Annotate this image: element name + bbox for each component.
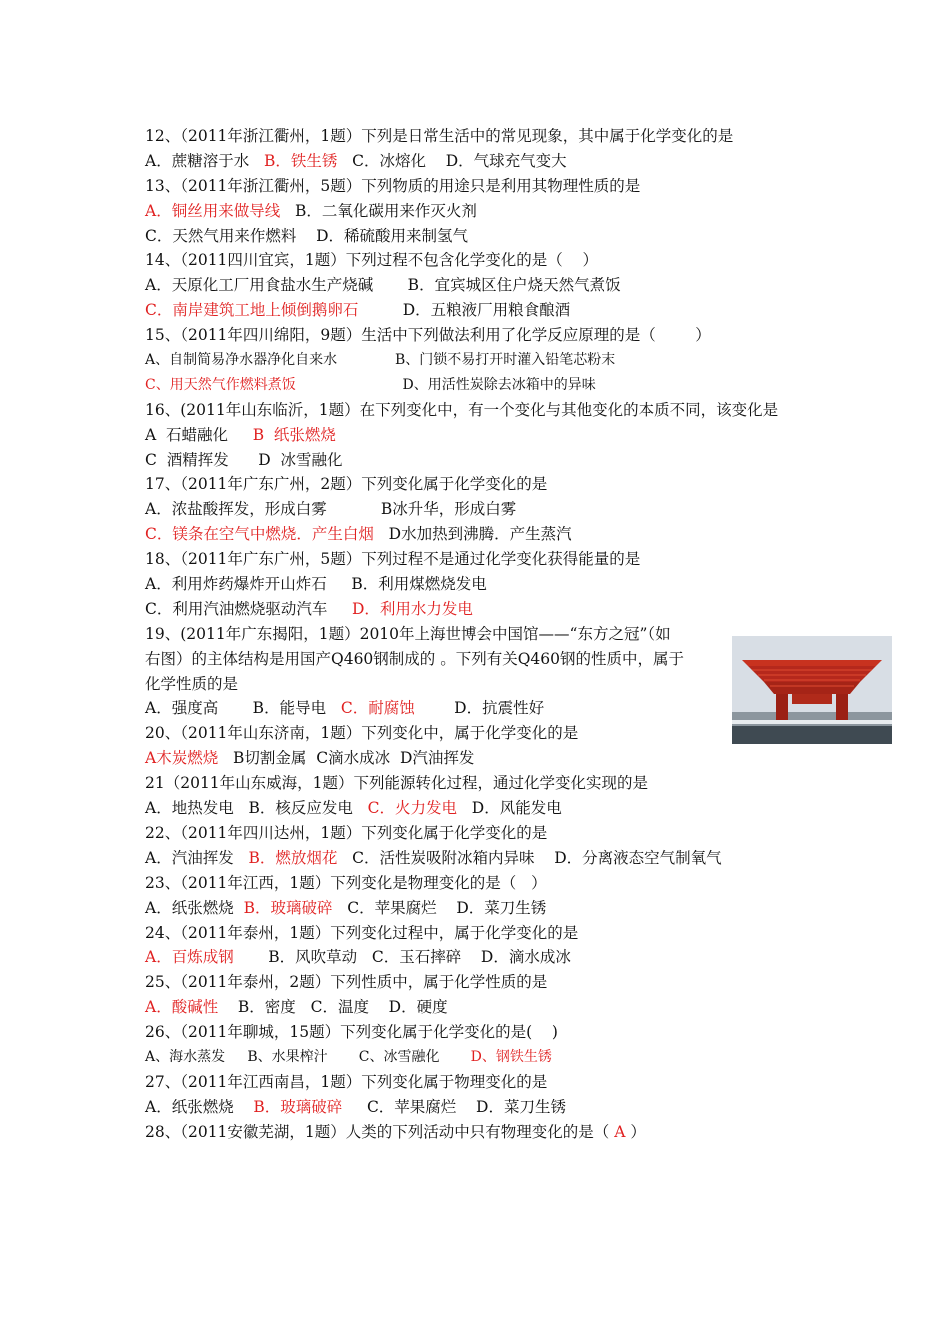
- question-9-line-0: [145, 771, 865, 796]
- question-4-line-0: [145, 398, 865, 423]
- question-text: ）: [625, 1122, 646, 1141]
- question-text: A、海水蒸发 B、水果榨汁 C、冰雪融化: [145, 1048, 471, 1065]
- question-3-line-1: [145, 348, 865, 373]
- answer-text: A: [614, 1122, 626, 1141]
- question-text: A．天原化工厂用食盐水生产烧碱 B．宜宾城区住户烧天然气煮饭: [145, 276, 621, 295]
- question-text: A 石蜡融化: [145, 425, 253, 444]
- question-11-line-1: [145, 896, 865, 921]
- question-text: B．密度 C．温度 D．硬度: [218, 998, 448, 1017]
- question-text: C．苹果腐烂 D．菜刀生锈: [332, 898, 547, 917]
- question-text: 20、（2011年山东济南，1题）下列变化中，属于化学变化的是: [145, 724, 579, 743]
- question-8-line-1: [145, 746, 865, 771]
- question-text: C．苹果腐烂 D．菜刀生锈: [342, 1097, 566, 1116]
- question-text: C．冰熔化 D．气球充气变大: [337, 151, 567, 170]
- question-11-line-0: [145, 871, 865, 896]
- question-text: 13、（2011年浙江衢州，5题）下列物质的用途只是利用其物理性质的是: [145, 176, 641, 195]
- question-5-line-0: [145, 472, 865, 497]
- question-2-line-0: [145, 248, 865, 273]
- question-text: 12、（2011年浙江衢州，1题）下列是日常生活中的常见现象，其中属于化学变化的是: [145, 127, 734, 145]
- question-4-line-2: [145, 448, 865, 473]
- question-text: 26、（2011年聊城，15题）下列变化属于化学变化的是( ): [145, 1023, 558, 1042]
- question-text: 18、（2011年广东广州，5题）下列过程不是通过化学变化获得能量的是: [145, 550, 641, 569]
- question-text: A．纸张燃烧: [145, 898, 244, 917]
- question-text: 化学性质的是: [145, 674, 239, 693]
- question-1-line-1: [145, 199, 865, 224]
- question-14-line-1: [145, 1045, 865, 1070]
- question-0-line-0: [145, 124, 865, 149]
- answer-text: B．燃放烟花: [248, 848, 338, 867]
- question-12-line-1: [145, 945, 865, 970]
- question-6-line-1: [145, 572, 865, 597]
- question-text: 14、（2011四川宜宾，1题）下列过程不包含化学变化的是（ ）: [145, 251, 598, 270]
- question-3-line-0: [145, 323, 865, 348]
- question-text: C 酒精挥发 D 冰雪融化: [145, 450, 343, 469]
- question-text: A．浓盐酸挥发，形成白雾 B冰升华，形成白雾: [145, 500, 517, 519]
- question-5-line-1: [145, 497, 865, 522]
- answer-text: B．玻璃破碎: [253, 1097, 343, 1116]
- china-pavilion-image: [732, 636, 892, 744]
- answer-text: C．南岸建筑工地上倾倒鹅卵石: [145, 301, 359, 320]
- question-text: 15、（2011年四川绵阳，9题）生活中下列做法利用了化学反应原理的是（ ）: [145, 326, 711, 345]
- question-text: 27、（2011年江西南昌，1题）下列变化属于物理变化的是: [145, 1072, 548, 1091]
- question-1-line-2: [145, 224, 865, 249]
- question-text: 28、（2011安徽芜湖，1题）人类的下列活动中只有物理变化的是（: [145, 1122, 615, 1141]
- question-1-line-0: [145, 174, 865, 199]
- question-text: A．利用炸药爆炸开山炸石 B．利用煤燃烧发电: [145, 575, 487, 594]
- answer-text: B．玻璃破碎: [243, 898, 333, 917]
- answer-text: C．耐腐蚀: [340, 699, 415, 718]
- answer-text: C．镁条在空气中燃烧．产生白烟: [145, 525, 374, 544]
- question-13-line-1: [145, 995, 865, 1020]
- question-text: 25、（2011年泰州，2题）下列性质中，属于化学性质的是: [145, 973, 548, 992]
- question-10-line-0: [145, 821, 865, 846]
- question-4-line-1: [145, 423, 865, 448]
- question-text: A．地热发电 B．核反应发电: [145, 799, 368, 818]
- question-text: D．抗震性好: [414, 699, 545, 718]
- answer-text: B 纸张燃烧: [252, 425, 336, 444]
- answer-text: A．酸碱性: [145, 998, 219, 1017]
- question-2-line-1: [145, 273, 865, 298]
- answer-text: A．铜丝用来做导线: [145, 201, 281, 220]
- question-text: C．利用汽油燃烧驱动汽车: [145, 599, 352, 618]
- question-text: A、自制简易净水器净化自来水 B、门锁不易打开时灌入铅笔芯粉末: [145, 352, 616, 369]
- question-6-line-0: [145, 547, 865, 572]
- question-9-line-1: [145, 796, 865, 821]
- answer-text: B．铁生锈: [263, 151, 338, 170]
- question-text: D水加热到沸腾．产生蒸汽: [373, 525, 572, 544]
- question-3-line-2: [145, 373, 865, 398]
- answer-text: D、钢铁生锈: [470, 1048, 552, 1065]
- question-text: 右图）的主体结构是用国产Q460钢制成的 。下列有关Q460钢的性质中，属于: [145, 649, 685, 668]
- question-text: C．天然气用来作燃料 D．稀硫酸用来制氢气: [145, 226, 468, 245]
- question-text: A．汽油挥发: [145, 848, 249, 867]
- question-text: 23、（2011年江西，1题）下列变化是物理变化的是（ ）: [145, 873, 547, 892]
- pavilion-photo-icon: [732, 636, 892, 744]
- question-text: A．强度高 B．能导电: [145, 699, 341, 718]
- question-text: 21（2011年山东威海，1题）下列能源转化过程，通过化学变化实现的是: [145, 774, 649, 793]
- answer-text: A．百炼成钢: [145, 948, 234, 967]
- question-text: D、用活性炭除去冰箱中的异味: [295, 376, 596, 393]
- question-text: 24、（2011年泰州，1题）下列变化过程中，属于化学变化的是: [145, 923, 579, 942]
- question-text: C．活性炭吸附冰箱内异味 D．分离液态空气制氧气: [337, 848, 722, 867]
- question-16-line-0: [145, 1120, 865, 1145]
- question-text: 17、（2011年广东广州，2题）下列变化属于化学变化的是: [145, 475, 548, 494]
- question-10-line-1: [145, 846, 865, 871]
- answer-text: A木炭燃烧: [145, 749, 219, 768]
- question-6-line-2: [145, 597, 865, 622]
- question-text: B．风吹草动 C．玉石摔碎 D．滴水成冰: [233, 948, 571, 967]
- question-15-line-1: [145, 1095, 865, 1120]
- question-2-line-2: [145, 298, 865, 323]
- question-list: [145, 124, 865, 1145]
- question-text: A．纸张燃烧: [145, 1097, 254, 1116]
- question-0-line-1: [145, 149, 865, 174]
- question-12-line-0: [145, 921, 865, 946]
- question-text: 16、(2011年山东临沂，1题）在下列变化中，有一个变化与其他变化的本质不同，该变化是: [145, 400, 779, 419]
- question-text: A．蔗糖溶于水: [145, 151, 264, 170]
- question-14-line-0: [145, 1020, 865, 1045]
- question-text: B．二氧化碳用来作灭火剂: [280, 201, 477, 220]
- answer-text: C、用天然气作燃料煮饭: [145, 376, 296, 393]
- question-text: D．风能发电: [457, 799, 562, 818]
- question-text: D．五粮液厂用粮食酿酒: [358, 301, 571, 320]
- question-5-line-2: [145, 522, 865, 547]
- answer-text: D．利用水力发电: [352, 599, 473, 618]
- question-15-line-0: [145, 1070, 865, 1095]
- answer-text: C．火力发电: [367, 799, 458, 818]
- question-13-line-0: [145, 970, 865, 995]
- question-text: 22、（2011年四川达州，1题）下列变化属于化学变化的是: [145, 823, 548, 842]
- question-text: B切割金属 C滴水成冰 D汽油挥发: [218, 749, 475, 768]
- question-text: 19、(2011年广东揭阳，1题）2010年上海世博会中国馆——“东方之冠”（如: [145, 624, 671, 643]
